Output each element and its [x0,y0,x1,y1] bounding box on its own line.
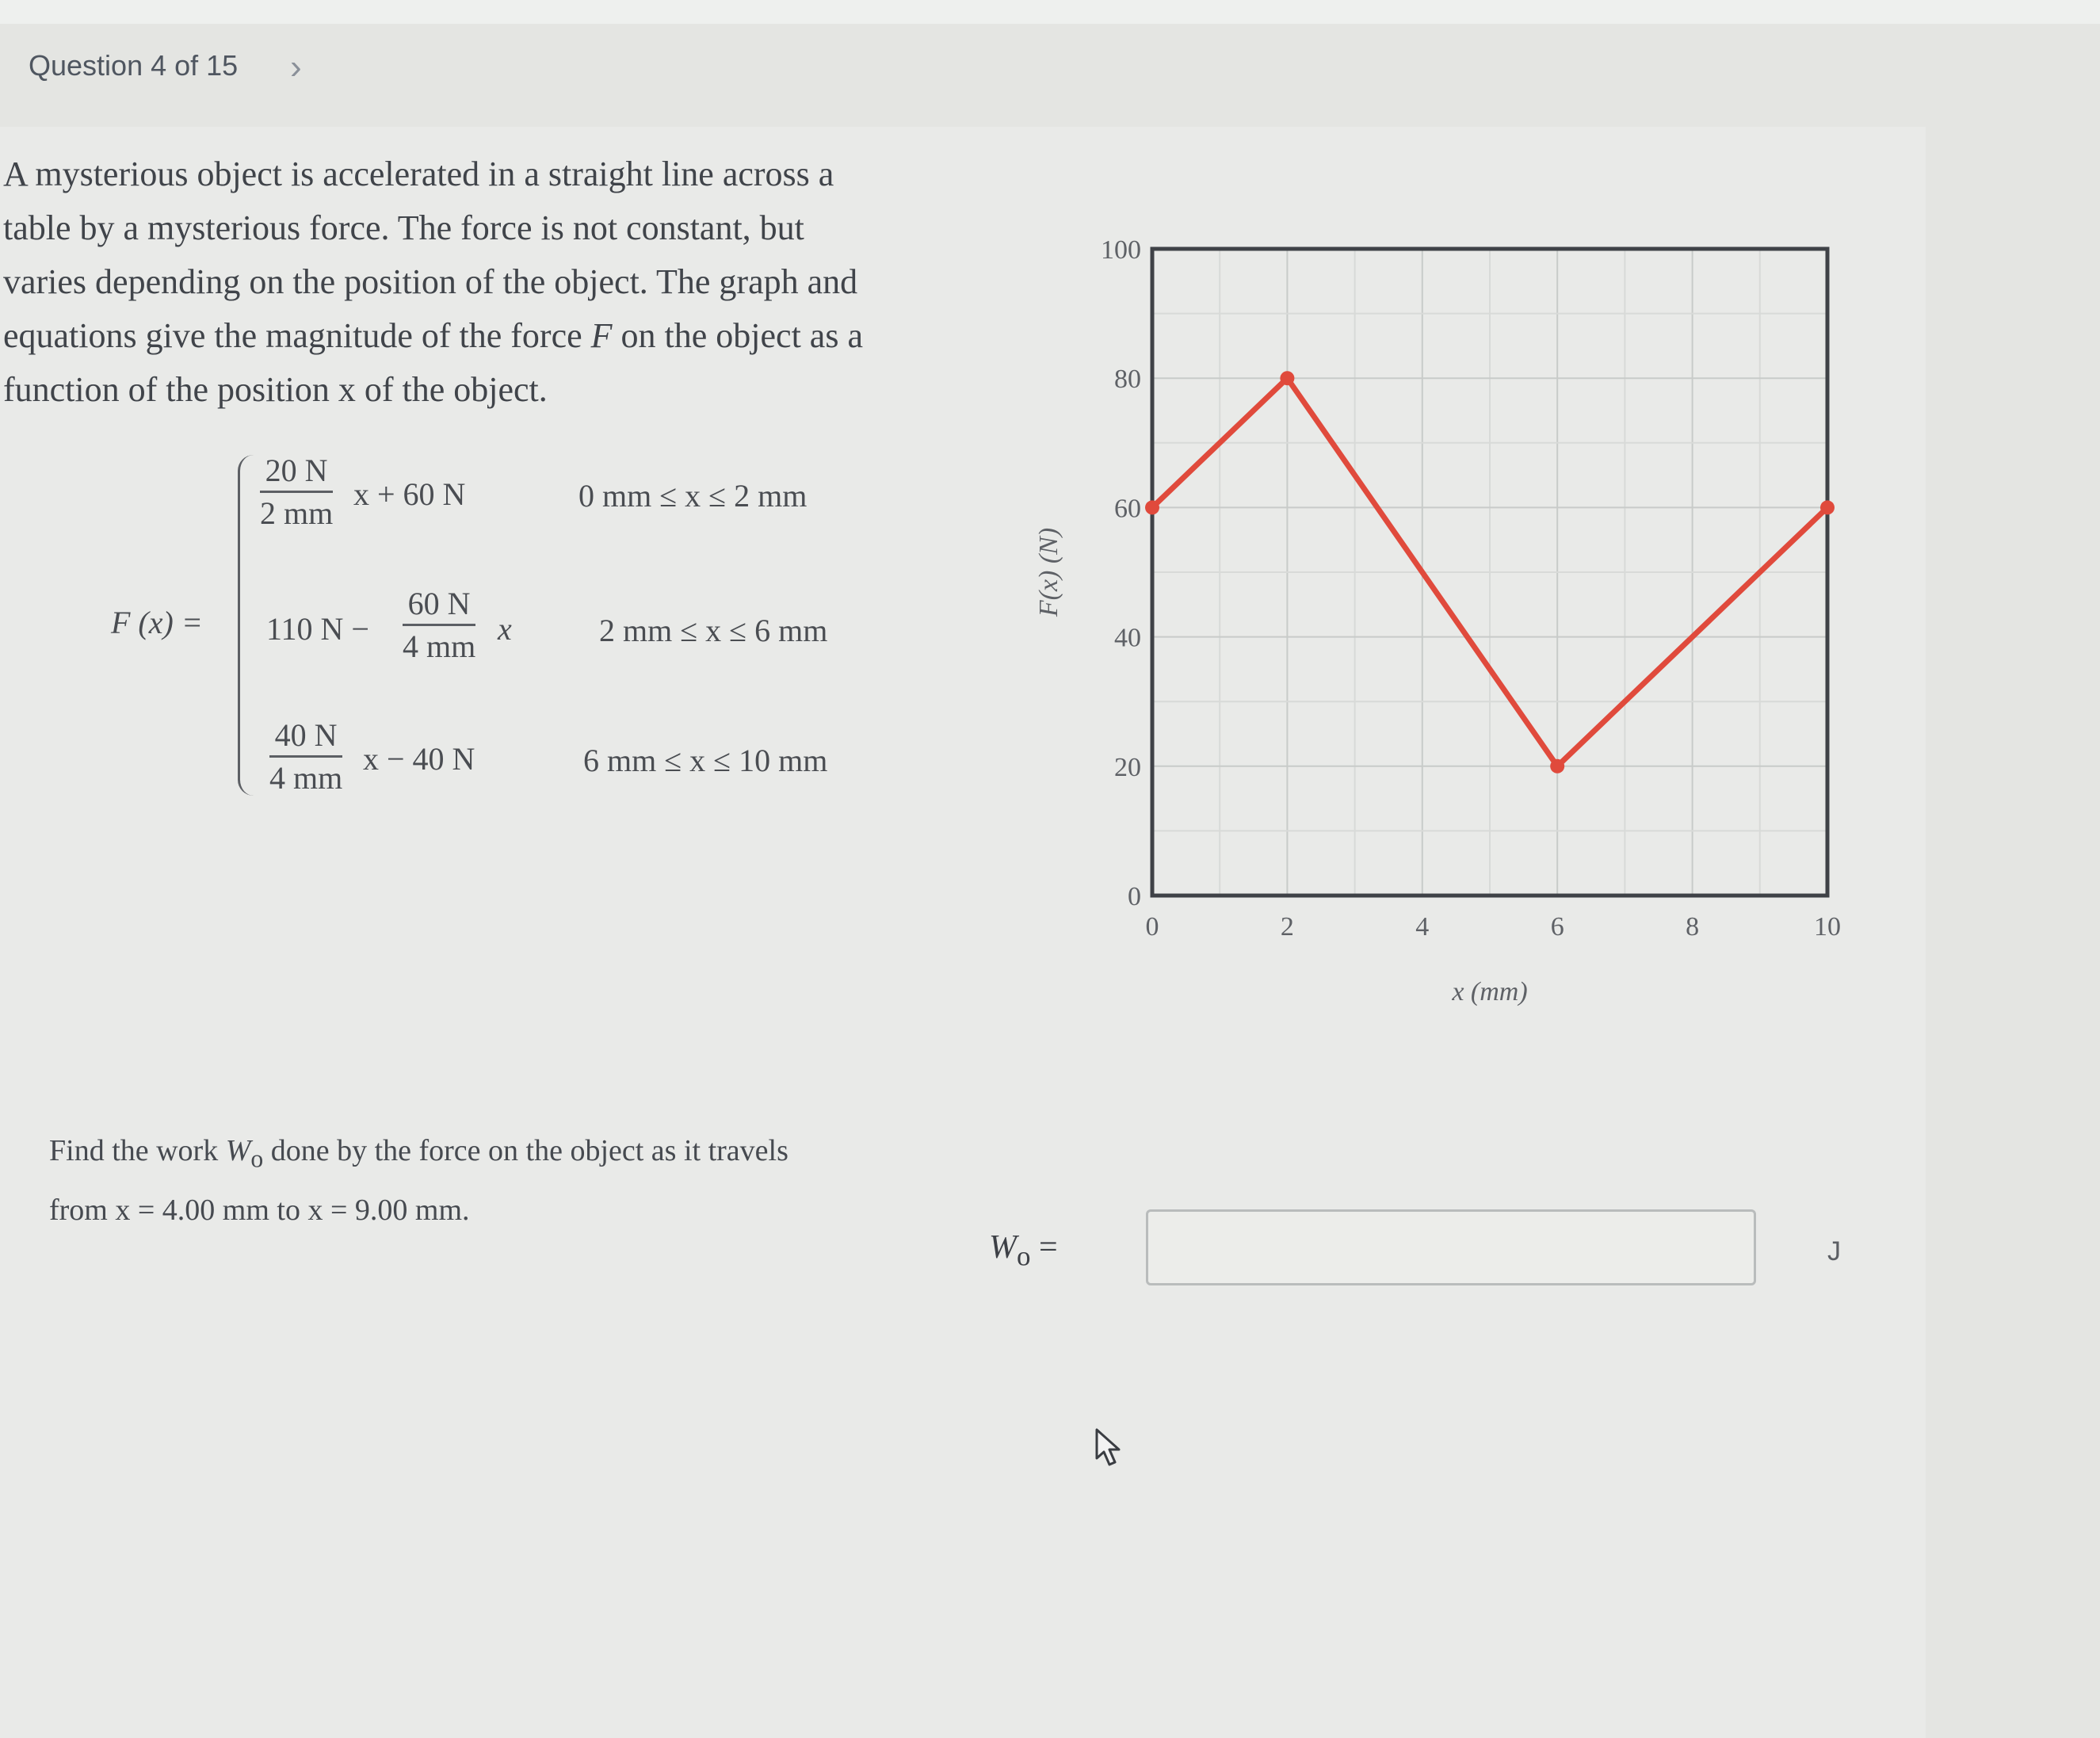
y-tick-label: 100 [1101,235,1141,265]
piece3-condition: 6 mm ≤ x ≤ 10 mm [583,743,828,778]
piece2-condition: 2 mm ≤ x ≤ 6 mm [599,613,828,648]
question-text-part: done by the force on the object as it travels [263,1134,788,1167]
answer-unit: J [1827,1236,1841,1266]
answer-label [989,1228,1058,1272]
piece3-numerator: 40 N [269,716,342,758]
answer-label-var: W [989,1229,1017,1266]
piece1-denominator: 2 mm [260,495,334,531]
prompt-line-5: function of the position x of the object. [3,370,548,409]
equation-lhs: F (x) = [111,605,203,640]
piece3-rest: x − 40 N [363,741,475,777]
prompt-line-1: A mysterious object is accelerated in a straight line across a [3,155,834,193]
piece1-fraction [260,452,333,532]
question-line-2: from x = 4.00 mm to x = 9.00 mm. [49,1193,470,1227]
x-tick-label: 0 [1145,912,1159,942]
prompt-line-4 [3,309,930,363]
piece2-lead: 110 N − [266,611,369,647]
work-subscript: o [250,1144,264,1173]
piece1-rest: x + 60 N [353,476,466,512]
piece2-denominator: 4 mm [403,628,476,664]
data-point [1820,500,1835,514]
piece3-fraction [269,716,342,796]
piece2-numerator: 60 N [403,585,475,626]
data-point [1145,500,1159,514]
prompt-line-3: varies depending on the position of the object. The graph and [3,262,858,301]
chevron-right-icon[interactable]: › [290,48,302,86]
y-tick-label: 40 [1114,623,1141,653]
x-tick-label: 10 [1814,912,1841,942]
x-tick-label: 4 [1415,912,1430,942]
data-point [1550,759,1564,774]
force-position-chart [1022,222,1862,1014]
answer-label-eq: = [1030,1229,1058,1266]
prompt-line-2: table by a mysterious force. The force is not constant, but [3,208,804,247]
prompt-text: equations give the magnitude of the force [3,316,591,355]
answer-input[interactable] [1146,1209,1756,1285]
question-text [49,1125,953,1236]
piece3-denominator: 4 mm [269,760,343,796]
x-tick-label: 6 [1550,912,1564,942]
y-tick-label: 60 [1114,494,1141,524]
question-nav[interactable] [29,48,302,86]
top-bar [0,0,2100,24]
mouse-pointer-icon [1094,1427,1125,1468]
work-variable: W [225,1134,251,1167]
piece1-numerator: 20 N [260,452,333,493]
y-tick-label: 80 [1114,365,1141,395]
prompt-text: on the object as a [612,316,863,355]
piecewise-brace [238,455,254,796]
force-variable: F [590,316,613,355]
question-counter: Question 4 of 15 [29,49,239,82]
piece1-condition: 0 mm ≤ x ≤ 2 mm [578,478,808,514]
answer-label-sub: o [1017,1240,1031,1272]
problem-statement [3,147,930,417]
y-tick-label: 20 [1114,752,1141,782]
x-axis-label: x (mm) [1452,977,1528,1007]
y-axis-label: F(x) (N) [1034,527,1063,617]
piece2-rest: x [498,611,512,647]
y-tick-label: 0 [1128,882,1141,911]
piece2-fraction [403,585,475,665]
question-text-part: Find the work [49,1134,226,1167]
question-line-1 [49,1125,953,1185]
x-tick-label: 8 [1686,912,1700,942]
x-tick-label: 2 [1280,912,1294,942]
data-point [1280,371,1294,385]
